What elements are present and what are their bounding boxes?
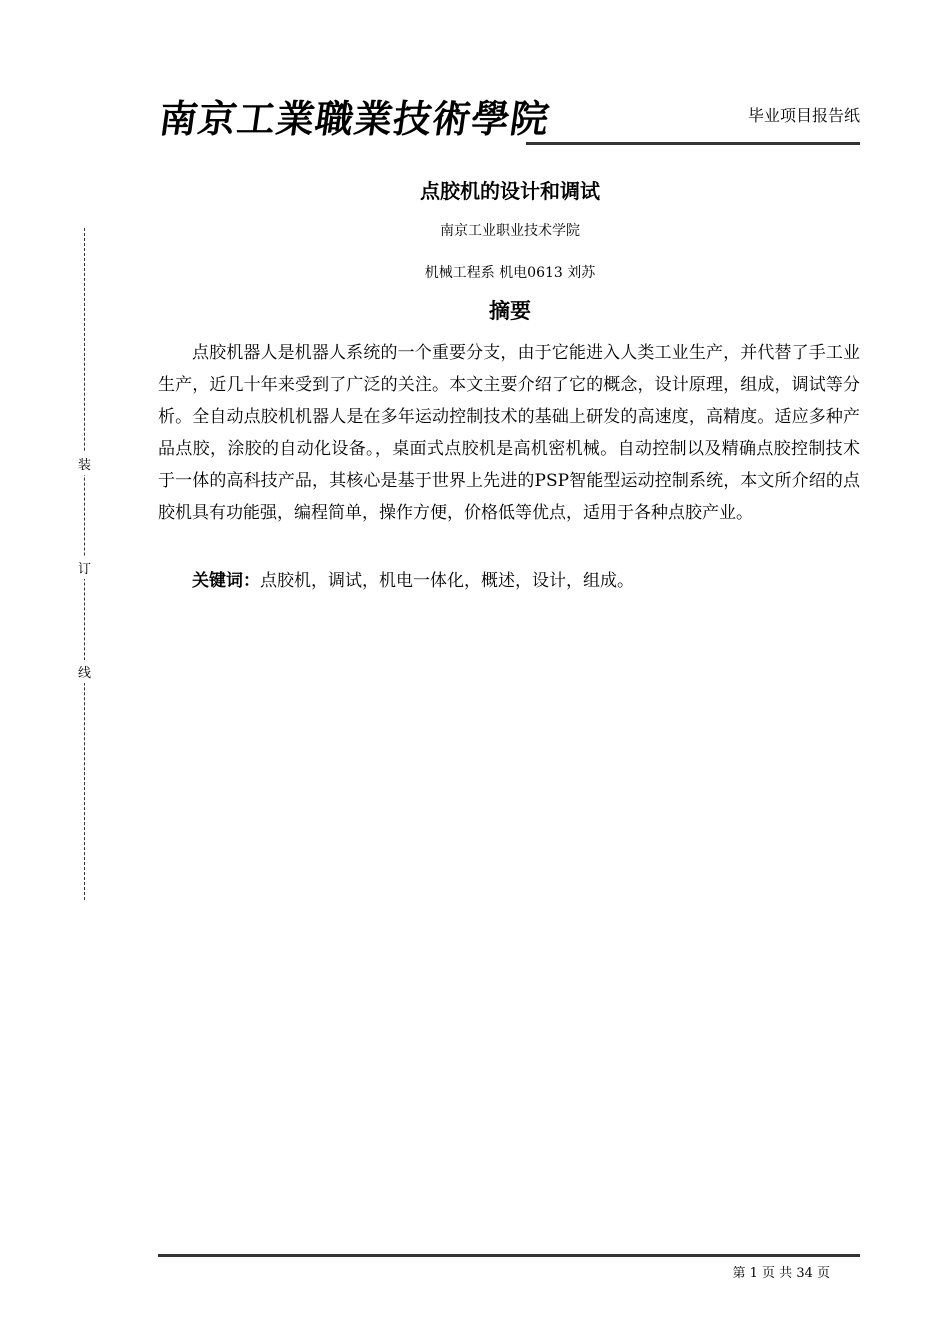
header-rule bbox=[526, 142, 860, 145]
document-title: 点胶机的设计和调试 bbox=[420, 179, 600, 203]
footer-rule bbox=[158, 1254, 860, 1257]
institution: 南京工业职业技术学院 bbox=[440, 223, 580, 239]
page-number: 第 1 页 共 34 页 bbox=[732, 1266, 830, 1281]
report-paper-label: 毕业项目报告纸 bbox=[747, 106, 860, 125]
abstract-body: 点胶机器人是机器人系统的一个重要分支，由于它能进入人类工业生产，并代替了手工业生产，近几十年来受到了广泛的关注。本文主要介绍了它的概念，设计原理，组成，调试等分析。全自动点胶机机器人是在多年运动控制技术的基础上研发的高速度，高精度。适应多种产品点胶，涂胶的自动化设备。，桌面式点胶机是高机密机械。自动控制以及精确点胶控制技术于一体的高科技产品，其核心是基于世界上先进的PSP智能型运动控制系统，本文所介绍的点胶机具有功能强，编程简单，操作方便，价格低等优点，适用于各种点胶产业。 bbox=[158, 343, 860, 523]
keywords-text: 点胶机，调试，机电一体化，概述，设计，组成。 bbox=[260, 571, 634, 591]
binding-char-3: 线 bbox=[78, 660, 91, 683]
abstract-heading: 摘要 bbox=[489, 299, 531, 323]
keywords bbox=[158, 568, 860, 594]
author-line: 机械工程系 机电0613 刘苏 bbox=[424, 265, 596, 281]
school-logo: 南京工業職業技術學院 bbox=[156, 96, 553, 141]
binding-char-1: 装 bbox=[78, 452, 91, 475]
binding-char-2: 订 bbox=[78, 556, 91, 579]
keywords-label: 关键词： bbox=[192, 571, 260, 591]
